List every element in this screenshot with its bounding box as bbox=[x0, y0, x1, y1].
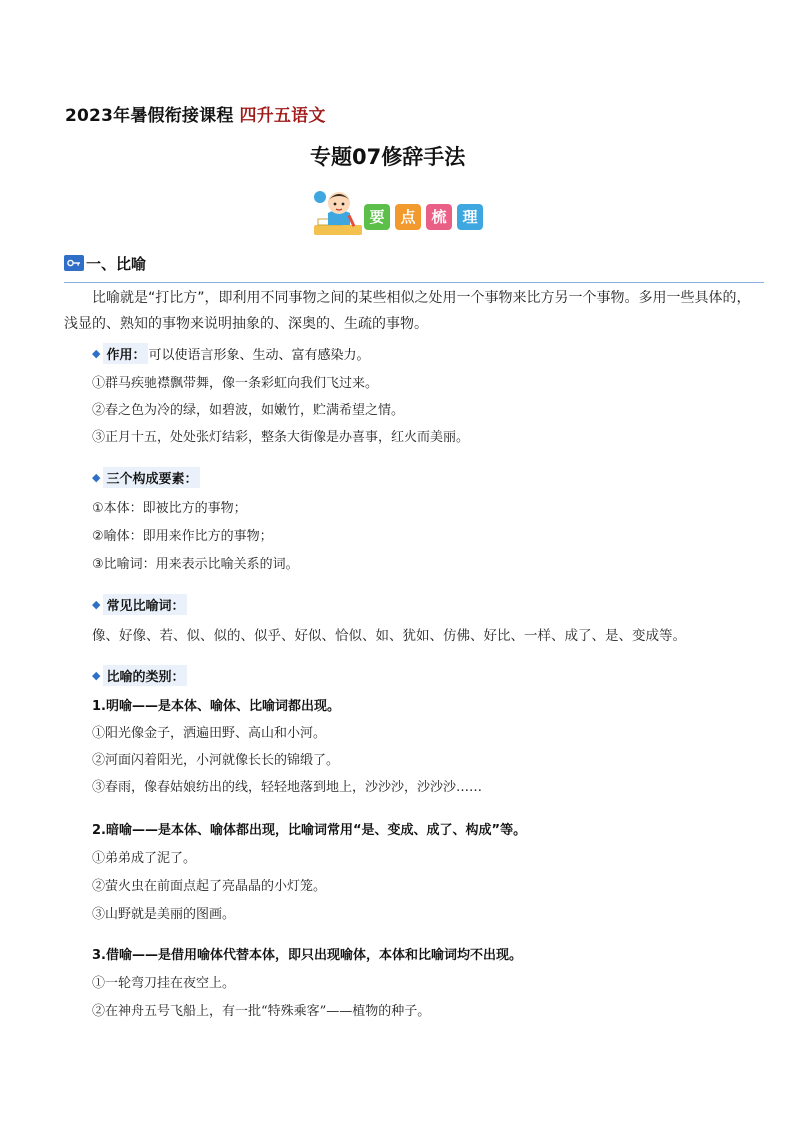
function-label bbox=[92, 343, 370, 364]
category-1-example-2: ②河面闪着阳光，小河就像长长的锦缎了。 bbox=[92, 753, 340, 768]
badge-dian: 点 bbox=[395, 204, 421, 230]
topic-title: 专题07修辞手法 bbox=[310, 145, 466, 169]
category-2-example-2: ②萤火虫在前面点起了亮晶晶的小灯笼。 bbox=[92, 879, 327, 894]
section-title: 一、比喻 bbox=[86, 254, 147, 273]
function-example-1: ①群马疾驰襟飘带舞，像一条彩虹向我们飞过来。 bbox=[92, 376, 379, 391]
category-2-example-1: ①弟弟成了泥了。 bbox=[92, 851, 197, 866]
section-divider bbox=[64, 282, 764, 283]
common-words-label bbox=[92, 594, 187, 615]
categories-label bbox=[92, 665, 187, 686]
course-name: 2023年暑假衔接课程 bbox=[65, 106, 234, 126]
diamond-bullet-icon: ◆ bbox=[92, 669, 101, 682]
categories-label-text: 比喻的类别： bbox=[103, 665, 187, 686]
category-1-example-3: ③春雨，像春姑娘纺出的线，轻轻地落到地上，沙沙沙，沙沙沙…… bbox=[92, 780, 483, 795]
key-points-banner bbox=[310, 187, 490, 237]
element-item-3: ③比喻词：用来表示比喻关系的词。 bbox=[92, 557, 299, 572]
course-title bbox=[65, 101, 326, 126]
elements-label bbox=[92, 467, 200, 488]
grade-subject: 四升五语文 bbox=[239, 106, 326, 126]
function-text: 可以使语言形象、生动、富有感染力。 bbox=[148, 348, 370, 363]
key-icon bbox=[64, 255, 84, 271]
badge-shu: 梳 bbox=[426, 204, 452, 230]
category-3-example-2: ②在神舟五号飞船上，有一批“特殊乘客”——植物的种子。 bbox=[92, 1004, 431, 1019]
function-label-text: 作用： bbox=[103, 343, 148, 364]
badge-li: 理 bbox=[457, 204, 483, 230]
element-item-1: ①本体：即被比方的事物； bbox=[92, 501, 247, 516]
category-3-title: 3.借喻——是借用喻体代替本体，即只出现喻体，本体和比喻词均不出现。 bbox=[92, 948, 522, 963]
section-heading bbox=[64, 252, 146, 274]
category-3-example-1: ①一轮弯刀挂在夜空上。 bbox=[92, 976, 236, 991]
common-words-label-text: 常见比喻词： bbox=[103, 594, 187, 615]
badge-yao: 要 bbox=[364, 204, 390, 230]
common-words-text: 像、好像、若、似、似的、似乎、好似、恰似、如、犹如、仿佛、好比、一样、成了、是、变成等。 bbox=[92, 628, 686, 644]
category-1-title: 1.明喻——是本体、喻体、比喻词都出现。 bbox=[92, 699, 340, 714]
diamond-bullet-icon: ◆ bbox=[92, 471, 101, 484]
intro-paragraph: 比喻就是“打比方”，即利用不同事物之间的某些相似之处用一个事物来比方另一个事物。多用一些具体的，浅显的、熟知的事物来说明抽象的、深奥的、生疏的事物。 bbox=[64, 290, 751, 332]
element-item-2: ②喻体：即用来作比方的事物； bbox=[92, 529, 273, 544]
category-2-title: 2.暗喻——是本体、喻体都出现，比喻词常用“是、变成、成了、构成”等。 bbox=[92, 823, 527, 838]
diamond-bullet-icon: ◆ bbox=[92, 598, 101, 611]
elements-label-text: 三个构成要素： bbox=[103, 467, 200, 488]
diamond-bullet-icon: ◆ bbox=[92, 347, 101, 360]
category-2-example-3: ③山野就是美丽的图画。 bbox=[92, 907, 236, 922]
cartoon-student-icon bbox=[310, 187, 366, 237]
function-example-2: ②春之色为冷的绿，如碧波，如嫩竹，贮满希望之情。 bbox=[92, 403, 405, 418]
function-example-3: ③正月十五，处处张灯结彩，整条大街像是办喜事，红火而美丽。 bbox=[92, 430, 470, 445]
category-1-example-1: ①阳光像金子，洒遍田野、高山和小河。 bbox=[92, 726, 327, 741]
